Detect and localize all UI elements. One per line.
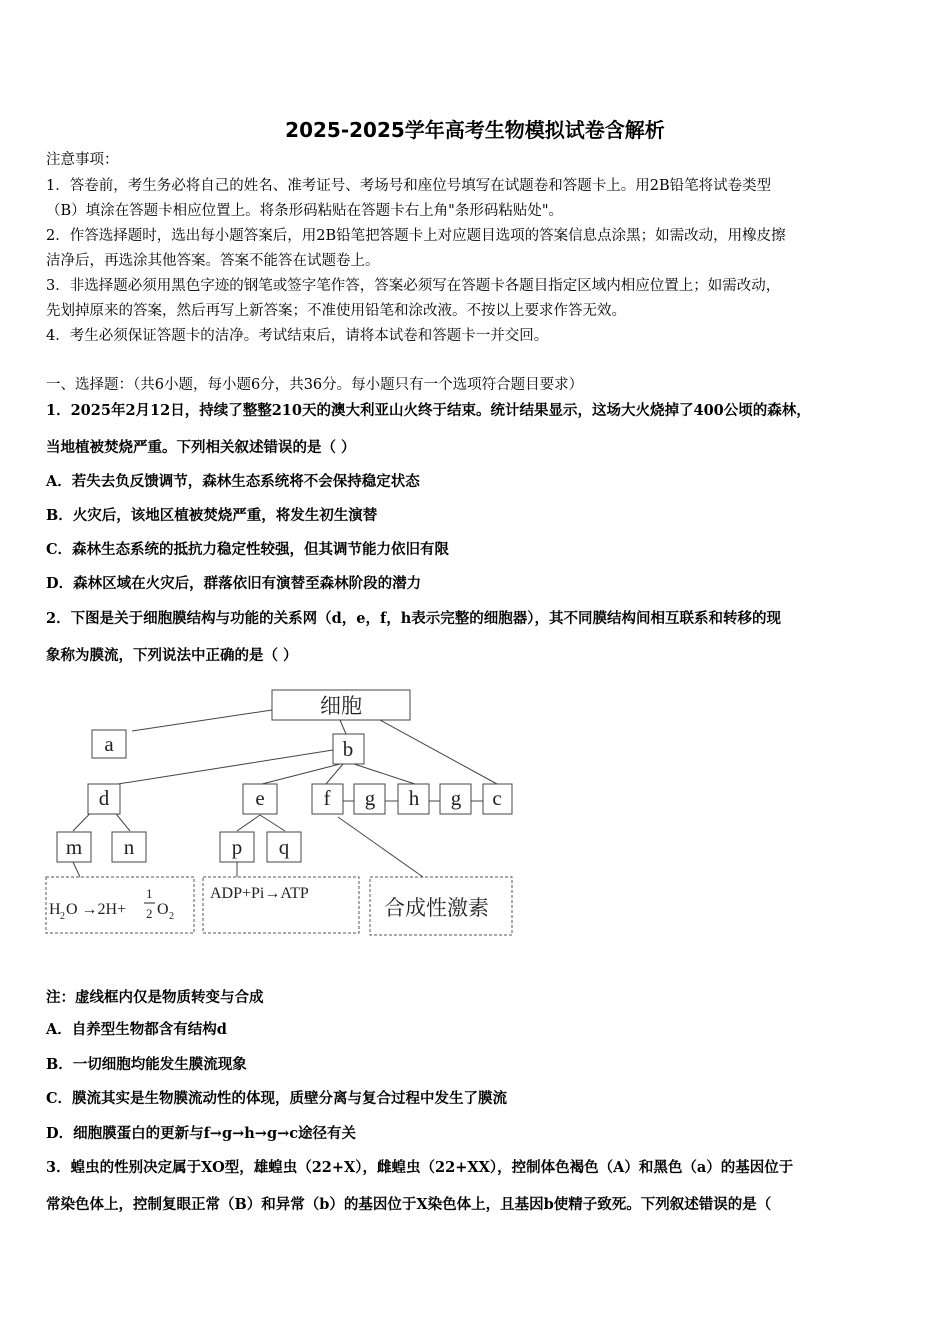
section-heading: 一、选择题：（共6小题，每小题6分，共36分。每小题只有一个选项符合题目要求）	[46, 377, 584, 393]
water-formula-mid: O →2H+	[66, 901, 127, 918]
water-formula-sub: 2	[60, 911, 65, 922]
notice-line: 洁净后，再选涂其他答案。答案不能答在试题卷上。	[46, 253, 380, 269]
q2-stem: 2．下图是关于细胞膜结构与功能的关系网（d，e，f，h表示完整的细胞器），其不同膜结构间相互联系和转移的现	[46, 610, 781, 627]
node-b: b	[342, 737, 354, 761]
water-formula-den: 2	[146, 906, 153, 921]
q2-option-b: B．一切细胞均能发生膜流现象	[46, 1056, 247, 1073]
node-h: h	[408, 786, 420, 810]
node-m: m	[65, 835, 83, 859]
q3-stem: 3．蝗虫的性别决定属于XO型，雄蝗虫（22+X），雌蝗虫（22+XX），控制体色褐色（A）和黑色（a）的基因位于	[46, 1159, 794, 1176]
q1-option-b: B．火灾后，该地区植被焚烧严重，将发生初生演替	[46, 507, 378, 524]
water-formula-num: 1	[146, 886, 153, 901]
q3-stem: 常染色体上，控制复眼正常（B）和异常（b）的基因位于X染色体上，且基因b使精子致死。下列叙述错误的是（	[46, 1196, 772, 1213]
q2-option-a: A．自养型生物都含有结构d	[46, 1021, 227, 1038]
diagram-note: 注：虚线框内仅是物质转变与合成	[46, 989, 264, 1006]
page-title: 2025-2025学年高考生物模拟试卷含解析	[285, 118, 665, 142]
node-p: p	[231, 835, 243, 859]
notice-heading: 注意事项：	[46, 152, 119, 168]
node-g: g	[364, 786, 376, 810]
node-g: g	[450, 786, 462, 810]
membrane-diagram	[40, 684, 520, 944]
node-c: c	[492, 786, 502, 810]
node-a: a	[104, 732, 114, 756]
node-f: f	[323, 786, 331, 810]
q1-option-c: C．森林生态系统的抵抗力稳定性较强，但其调节能力依旧有限	[46, 541, 450, 558]
q2-option-c: C．膜流其实是生物膜流动性的体现，质壁分离与复合过程中发生了膜流	[46, 1090, 508, 1107]
q1-option-a: A．若失去负反馈调节，森林生态系统将不会保持稳定状态	[46, 473, 420, 490]
notice-line: 2．作答选择题时，选出每小题答案后，用2B铅笔把答题卡上对应题目选项的答案信息点涂黑；如需改动，用橡皮擦	[46, 228, 786, 244]
q1-stem: 1．2025年2月12日，持续了整整210天的澳大利亚山火终于结束。统计结果显示，这场大火烧掉了400公顷的森林，	[46, 402, 811, 419]
q1-stem: 当地植被焚烧严重。下列相关叙述错误的是（ ）	[46, 439, 356, 456]
water-formula-h: H	[49, 901, 61, 918]
q1-option-d: D．森林区域在火灾后，群落依旧有演替至森林阶段的潜力	[46, 575, 422, 592]
q2-option-d: D．细胞膜蛋白的更新与f→g→h→g→c途径有关	[46, 1125, 357, 1142]
node-q: q	[278, 835, 290, 859]
notice-line: 1．答卷前，考生务必将自己的姓名、准考证号、考场号和座位号填写在试题卷和答题卡上。用2B铅笔将试卷类型	[46, 178, 772, 194]
node-cell: 细胞	[320, 694, 362, 718]
notice-line: 3．非选择题必须用黑色字迹的钢笔或签字笔作答，答案必须写在答题卡各题目指定区域内相应位置上；如需改动，	[46, 278, 781, 294]
water-formula-sub2: 2	[169, 911, 174, 922]
node-d: d	[98, 786, 110, 810]
atp-formula: ADP+Pi→ATP	[210, 885, 309, 902]
notice-line: 4．考生必须保证答题卡的洁净。考试结束后，请将本试卷和答题卡一并交回。	[46, 328, 549, 344]
q2-stem: 象称为膜流，下列说法中正确的是（ ）	[46, 647, 298, 664]
node-e: e	[255, 786, 265, 810]
notice-line: 先划掉原来的答案，然后再写上新答案；不准使用铅笔和涂改液。不按以上要求作答无效。	[46, 303, 626, 319]
water-formula-o: O	[157, 901, 169, 918]
node-n: n	[123, 835, 135, 859]
hormone-label: 合成性激素	[384, 896, 489, 920]
notice-line: （B）填涂在答题卡相应位置上。将条形码粘贴在答题卡右上角"条形码粘贴处"。	[46, 203, 563, 219]
